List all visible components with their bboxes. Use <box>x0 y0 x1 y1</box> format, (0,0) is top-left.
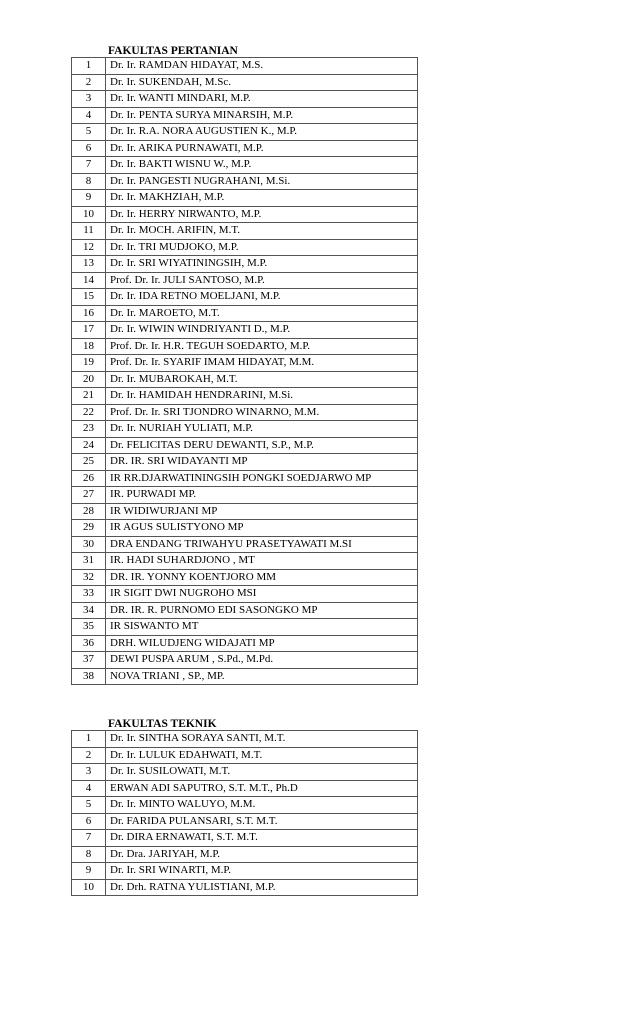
lecturer-name: Prof. Dr. Ir. H.R. TEGUH SOEDARTO, M.P. <box>106 338 418 355</box>
row-number: 3 <box>72 764 106 781</box>
lecturer-name: IR AGUS SULISTYONO MP <box>106 520 418 537</box>
table-row <box>72 74 418 91</box>
lecturer-name: Dr. Drh. RATNA YULISTIANI, M.P. <box>106 879 418 896</box>
table-row <box>72 747 418 764</box>
lecturer-name: Prof. Dr. Ir. SYARIF IMAM HIDAYAT, M.M. <box>106 355 418 372</box>
row-number: 35 <box>72 619 106 636</box>
table-row <box>72 355 418 372</box>
row-number: 23 <box>72 421 106 438</box>
table-row <box>72 668 418 685</box>
row-number: 5 <box>72 797 106 814</box>
lecturer-name: Dr. Ir. BAKTI WISNU W., M.P. <box>106 157 418 174</box>
lecturer-name: DR. IR. YONNY KOENTJORO MM <box>106 569 418 586</box>
lecturer-name: Dr. Ir. MINTO WALUYO, M.M. <box>106 797 418 814</box>
table-row <box>72 553 418 570</box>
section-title: FAKULTAS PERTANIAN <box>108 45 238 57</box>
table-row <box>72 863 418 880</box>
row-number: 24 <box>72 437 106 454</box>
section-fakultas-pertanian <box>71 45 418 685</box>
table-row <box>72 140 418 157</box>
lecturer-name: Dr. Ir. PANGESTI NUGRAHANI, M.Si. <box>106 173 418 190</box>
lecturer-name: Dr. Ir. PENTA SURYA MINARSIH, M.P. <box>106 107 418 124</box>
row-number: 1 <box>72 731 106 748</box>
lecturer-name: Dr. Ir. SUSILOWATI, M.T. <box>106 764 418 781</box>
row-number: 25 <box>72 454 106 471</box>
row-number: 13 <box>72 256 106 273</box>
row-number: 2 <box>72 747 106 764</box>
row-number: 18 <box>72 338 106 355</box>
row-number: 4 <box>72 780 106 797</box>
row-number: 26 <box>72 470 106 487</box>
table-row <box>72 223 418 240</box>
row-number: 5 <box>72 124 106 141</box>
table-row <box>72 652 418 669</box>
lecturer-name: Dr. Ir. WANTI MINDARI, M.P. <box>106 91 418 108</box>
lecturer-name: Dr. Ir. NURIAH YULIATI, M.P. <box>106 421 418 438</box>
lecturer-name: IR SISWANTO MT <box>106 619 418 636</box>
table-row <box>72 206 418 223</box>
row-number: 36 <box>72 635 106 652</box>
lecturer-name: Dr. Ir. MUBAROKAH, M.T. <box>106 371 418 388</box>
table-row <box>72 305 418 322</box>
row-number: 31 <box>72 553 106 570</box>
lecturer-name: Prof. Dr. Ir. JULI SANTOSO, M.P. <box>106 272 418 289</box>
lecturer-name: Dr. Ir. IDA RETNO MOELJANI, M.P. <box>106 289 418 306</box>
table-row <box>72 388 418 405</box>
lecturer-name: IR. HADI SUHARDJONO , MT <box>106 553 418 570</box>
table-row <box>72 437 418 454</box>
table-row <box>72 107 418 124</box>
table-row <box>72 846 418 863</box>
lecturer-name: Dr. Ir. SUKENDAH, M.Sc. <box>106 74 418 91</box>
table-row <box>72 569 418 586</box>
row-number: 6 <box>72 140 106 157</box>
table-row <box>72 520 418 537</box>
table-body <box>72 58 418 685</box>
table-row <box>72 272 418 289</box>
row-number: 29 <box>72 520 106 537</box>
lecturer-name: Prof. Dr. Ir. SRI TJONDRO WINARNO, M.M. <box>106 404 418 421</box>
lecturer-name: DEWI PUSPA ARUM , S.Pd., M.Pd. <box>106 652 418 669</box>
lecturer-name: NOVA TRIANI , SP., MP. <box>106 668 418 685</box>
lecturer-name: Dr. Ir. TRI MUDJOKO, M.P. <box>106 239 418 256</box>
table-row <box>72 830 418 847</box>
row-number: 20 <box>72 371 106 388</box>
lecturer-name: IR WIDIWURJANI MP <box>106 503 418 520</box>
table-row <box>72 586 418 603</box>
lecturer-name: Dr. Ir. LULUK EDAHWATI, M.T. <box>106 747 418 764</box>
table-row <box>72 322 418 339</box>
lecturer-name: DRA ENDANG TRIWAHYU PRASETYAWATI M.SI <box>106 536 418 553</box>
table-row <box>72 536 418 553</box>
table-row <box>72 256 418 273</box>
table-row <box>72 602 418 619</box>
table-row <box>72 503 418 520</box>
row-number: 3 <box>72 91 106 108</box>
row-number: 22 <box>72 404 106 421</box>
table-body <box>72 731 418 896</box>
table-row <box>72 487 418 504</box>
table-row <box>72 879 418 896</box>
table-row <box>72 731 418 748</box>
table-row <box>72 239 418 256</box>
row-number: 17 <box>72 322 106 339</box>
table-row <box>72 470 418 487</box>
table-row <box>72 813 418 830</box>
lecturer-name: DRH. WILUDJENG WIDAJATI MP <box>106 635 418 652</box>
lecturer-name: IR SIGIT DWI NUGROHO MSI <box>106 586 418 603</box>
row-number: 8 <box>72 846 106 863</box>
table-row <box>72 404 418 421</box>
row-number: 1 <box>72 58 106 75</box>
section-title: FAKULTAS TEKNIK <box>108 718 217 730</box>
table-row <box>72 780 418 797</box>
table-row <box>72 454 418 471</box>
row-number: 7 <box>72 157 106 174</box>
row-number: 27 <box>72 487 106 504</box>
lecturer-name: Dr. FELICITAS DERU DEWANTI, S.P., M.P. <box>106 437 418 454</box>
lecturer-name: DR. IR. R. PURNOMO EDI SASONGKO MP <box>106 602 418 619</box>
lecturer-table <box>71 57 418 685</box>
lecturer-name: Dr. Ir. SRI WINARTI, M.P. <box>106 863 418 880</box>
lecturer-name: Dr. Ir. R.A. NORA AUGUSTIEN K., M.P. <box>106 124 418 141</box>
row-number: 4 <box>72 107 106 124</box>
table-row <box>72 338 418 355</box>
table-row <box>72 91 418 108</box>
table-row <box>72 635 418 652</box>
table-row <box>72 764 418 781</box>
lecturer-name: Dr. Ir. WIWIN WINDRIYANTI D., M.P. <box>106 322 418 339</box>
table-row <box>72 173 418 190</box>
lecturer-name: DR. IR. SRI WIDAYANTI MP <box>106 454 418 471</box>
row-number: 16 <box>72 305 106 322</box>
row-number: 6 <box>72 813 106 830</box>
row-number: 10 <box>72 879 106 896</box>
lecturer-name: Dr. Ir. RAMDAN HIDAYAT, M.S. <box>106 58 418 75</box>
lecturer-name: IR. PURWADI MP. <box>106 487 418 504</box>
row-number: 15 <box>72 289 106 306</box>
row-number: 37 <box>72 652 106 669</box>
lecturer-name: Dr. Ir. SRI WIYATININGSIH, M.P. <box>106 256 418 273</box>
table-row <box>72 124 418 141</box>
row-number: 12 <box>72 239 106 256</box>
row-number: 10 <box>72 206 106 223</box>
lecturer-name: Dr. FARIDA PULANSARI, S.T. M.T. <box>106 813 418 830</box>
row-number: 32 <box>72 569 106 586</box>
lecturer-name: Dr. Ir. SINTHA SORAYA SANTI, M.T. <box>106 731 418 748</box>
table-row <box>72 797 418 814</box>
table-row <box>72 190 418 207</box>
table-row <box>72 421 418 438</box>
section-fakultas-teknik <box>71 718 418 896</box>
lecturer-name: Dr. Ir. HAMIDAH HENDRARINI, M.Si. <box>106 388 418 405</box>
row-number: 2 <box>72 74 106 91</box>
lecturer-name: ERWAN ADI SAPUTRO, S.T. M.T., Ph.D <box>106 780 418 797</box>
row-number: 9 <box>72 863 106 880</box>
row-number: 14 <box>72 272 106 289</box>
lecturer-name: Dr. Dra. JARIYAH, M.P. <box>106 846 418 863</box>
lecturer-name: Dr. DIRA ERNAWATI, S.T. M.T. <box>106 830 418 847</box>
lecturer-name: Dr. Ir. HERRY NIRWANTO, M.P. <box>106 206 418 223</box>
row-number: 11 <box>72 223 106 240</box>
lecturer-table <box>71 730 418 896</box>
lecturer-name: Dr. Ir. MAROETO, M.T. <box>106 305 418 322</box>
row-number: 19 <box>72 355 106 372</box>
row-number: 30 <box>72 536 106 553</box>
lecturer-name: IR RR.DJARWATININGSIH PONGKI SOEDJARWO MP <box>106 470 418 487</box>
lecturer-name: Dr. Ir. MAKHZIAH, M.P. <box>106 190 418 207</box>
row-number: 8 <box>72 173 106 190</box>
row-number: 7 <box>72 830 106 847</box>
lecturer-name: Dr. Ir. MOCH. ARIFIN, M.T. <box>106 223 418 240</box>
table-row <box>72 619 418 636</box>
row-number: 21 <box>72 388 106 405</box>
row-number: 34 <box>72 602 106 619</box>
row-number: 28 <box>72 503 106 520</box>
row-number: 9 <box>72 190 106 207</box>
table-row <box>72 58 418 75</box>
table-row <box>72 289 418 306</box>
table-row <box>72 157 418 174</box>
table-row <box>72 371 418 388</box>
lecturer-name: Dr. Ir. ARIKA PURNAWATI, M.P. <box>106 140 418 157</box>
row-number: 38 <box>72 668 106 685</box>
row-number: 33 <box>72 586 106 603</box>
